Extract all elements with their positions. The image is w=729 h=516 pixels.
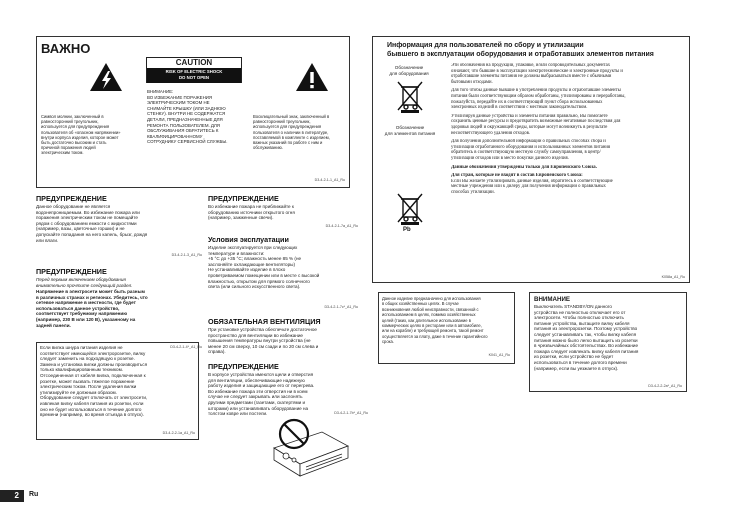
attention-text: Выключатель STANDBY/ON данного устройства не полностью отключает его от электросети. Чтобы полностью отключить питание устройства, вытащите вилку кабеля питания из электророзетки. Поэтому устройство следует устанавливать так, чтобы вилку кабеля питания можно было легко вытащить из розетки в чрезвычайных обстоятельствах. Во избежание пожара следует извлекать вилку кабеля питания из розетки, если устройство не будет использоваться в течение долгого времени (например, если вы уезжаете в отпуск). [534,304,639,371]
disposal-p4: Для получения дополнительной информации о правильных способах сбора и утилизации отработанного оборудования и использованных элементов питания обратитесь в соответствующую местную службу самоуправления, в центр/ утилизации отходов или в место покупки данного изделия. [451,139,611,161]
disposal-title: Информация для пользователей по сбору и утилизации бывшего в эксплуатации оборудования и отработавших элементов питания [387,42,654,58]
icon-label-equipment: Обозначение для оборудования [389,65,429,76]
mid-s3-text: При установке устройства обеспечьте достаточное пространство для вентиляции во избежание повышения температуры внутри устройства (не менее 20 см сверху, 10 см сзади и по 20 см слева и справа). [208,327,319,355]
caution-label [146,57,242,83]
household-use-box [378,292,515,364]
disposal-p3: Утилизируя данные устройства и элементы питания правильно, Вы помогаете сохранить ценные ресурсы и предотвратить возможные негативные последствия для здоровья людей и окружающей среды, которые могут возникнуть в результате несоответствующего удаления отходов. [451,113,621,136]
disposal-paragraphs [451,63,685,195]
lightning-description: Символ молнии, заключенный в равносторонний треугольник, используется для предупреждения пользователя об «опасном напряжении» внутри корпуса изделия, которое может быть достаточно высоким и стать причиной поражения людей электрическим током. [41,114,121,156]
lead-symbol: Pb [403,227,411,233]
icon-label-batteries: Обозначение для элементов питания [384,125,436,136]
disposal-p2: Для того чтобы данные бывшие в употреблении продукты и отработавшие элементы питания были соответствующим образом обработаны, утилизированы и переработаны, пожалуйста, передайте их в соответствующий пункт сбора использованных электронных изделий в соответствии с местным законодательством. [451,88,626,111]
standby-attention-box [529,292,687,392]
mid-s4-title: ПРЕДУПРЕЖДЕНИЕ [208,362,279,371]
exclamation-description: Восклицательный знак, заключенный в равносторонний треугольник, используется для предупреждения пользователя о наличии в литературе, поставляемой в комплекте с изделием, важных указаний по работе с ним и обслуживанию. [253,114,330,151]
warning-box [36,36,350,188]
disposal-p6: Если Вы желаете утилизировать данные изделия, обратитесь в соответствующие местные учреждения или к дилеру для получения информации о правильных способах утилизации. [451,178,613,195]
mid-s4-ref: D3-4-2-1-7b*_A1_Ru [334,411,368,415]
exclamation-triangle-icon [295,62,329,92]
attention-title: ВНИМАНИЕ [534,296,571,303]
disposal-p1: Эти обозначения на продукции, упаковке, и/или сопроводительных документах означают, что бывшие в эксплуатации электротехнические и электронные продукты и отработавшие элементы питания не должны выбрасываться вместе с обычными бытовыми отходами. [451,63,623,85]
attention-ref: D3-4-2-2-2a*_A1_Ru [648,384,682,388]
plug-warning-ref: D3-4-2-2-1a_A1_Ru [162,431,195,435]
left-s2-ref: D3-4-2-1-4*_A1_Ru [170,345,202,349]
left-s2-text: Напряжение в электросети может быть разным в различных странах и регионах. Убедитесь, что сетевое напряжение в местности, где будет использоваться данное устройство, соответствует требуемому напряжению (например, 230 В или 120 В), указанному на задней панели. [36,289,148,328]
disposal-p6-title: Для стран, которые не входят в состав Европейского Союза: [451,173,583,179]
left-s2-italic: Перед первым включением оборудования внимательно прочтите следующий раздел. [36,277,133,288]
disposal-info-box [372,36,690,283]
crossed-bin-icon [395,79,425,113]
mid-s1-title: ПРЕДУПРЕЖДЕНИЕ [208,194,279,203]
mid-s2-title: Условия эксплуатации [208,235,289,244]
warning-ref: D3-4-2-1-1_A1_Ru [314,178,345,182]
plug-warning-text: Если вилка шнура питания изделия не соответствует имеющейся электророзетке, вилку следует заменить на подходящую к розетке. Замена и установка вилки должны производиться только квалифицированным техником. Отсоединенная от кабеля вилка, подключенная к розетке, может вызвать тяжелое поражение электрическим током. После удаления вилки утилизируйте ее должным образом. Оборудование следует отключать от электросети, извлекая вилку кабеля питания из розетки, если оно не будет использоваться в течение долгого времени (например, во время отъезда в отпуск). [40,345,148,418]
mid-s2-text: Изделие эксплуатируется при следующих температуре и влажности: +5 °C до +35 °C; влажность менее 85 % (не заслоняйте охлаждающие вентиляторы) Не устанавливайте изделие в плохо проветриваемом помещении или в месте с высокой влажностью, открытом для прямого солнечного света (или сильного искусственного света). [208,245,320,290]
caution-description: ВНИМАНИЕ: ВО ИЗБЕЖАНИЕ ПОРАЖЕНИЯ ЭЛЕКТРИЧЕСКИМ ТОКОМ НЕ СНИМАЙТЕ КРЫШКУ (ИЛИ ЗАДНЮЮ СТЕНКУ). ВНУТРИ НЕ СОДЕРЖАТСЯ ДЕТАЛИ, ПРЕДНАЗНАЧЕННЫЕ ДЛЯ РЕМОНТА ПОЛЬЗОВАТЕЛЕМ. ДЛЯ ОБСЛУЖИВАНИЯ ОБРАТИТЕСЬ К КВАЛИФИЦИРОВАННОМУ СОТРУДНИКУ СЕРВИСНОЙ СЛУЖБЫ. [147,89,228,145]
caution-line2: DO NOT OPEN [178,75,210,80]
mid-s2-ref: D3-4-2-1-7c*_A1_Ru [324,305,358,309]
crossed-battery-bin-icon [395,191,425,225]
disposal-p5: Данные обозначения утверждены только для Европейского Союза. [451,164,597,170]
page-lang: Ru [29,491,39,498]
caution-title: CAUTION [175,58,213,67]
lightning-triangle-icon [89,62,123,92]
mid-s1-text: Во избежание пожара не приближайте к оборудованию источники открытого огня (например, зажженные свечи). [208,204,295,221]
page-number: 2 [14,491,19,500]
left-s1-ref: D3-4-2-1-3_A1_Ru [171,253,202,257]
left-s2-title: ПРЕДУПРЕЖДЕНИЕ [36,267,107,276]
mid-s3-title: ОБЯЗАТЕЛЬНАЯ ВЕНТИЛЯЦИЯ [208,317,321,326]
ventilation-illustration [262,418,352,480]
disposal-ref: K058a_A1_Ru [661,275,685,279]
caution-line1: RISK OF ELECTRIC SHOCK [165,69,223,74]
warning-title: ВАЖНО [41,41,91,56]
household-use-text: Данное изделие предназначено для использования в общих хозяйственных целях. В случае возникновения любой неисправности, связанной с использованием в целях, помимо хозяйственных целей (таких, как длительное использование в коммерческих целях в ресторане или в автомобиле, или на корабле) и требующей ремонта, такой ремонт осуществляется за плату, даже в течение гарантийного срока. [382,296,488,345]
page-number-tab [0,490,24,502]
plug-warning-box [36,342,199,440]
mid-s1-ref: D3-4-2-1-7a_A1_Ru [325,224,358,228]
household-use-ref: K041_A1_Ru [488,353,510,357]
caution-banner [147,68,241,83]
mid-s4-text: В корпусе устройства имеются щели и отверстия для вентиляции, обеспечивающие надежную работу изделия и защищающие его от перегрева. Во избежание пожара эти отверстия ни в коем случае не следует закрывать или заслонять другими предметами (газетами, скатертями и шторами) или устанавливать оборудование на толстом ковре или постели. [208,372,315,417]
left-s1-text: Данное оборудование не является водонепроницаемым. Во избежание пожара или поражения электрическим током не помещайте рядом с оборудованием емкости с жидкостями (например, вазы, цветочные горшки) и не допускайте попадания на него капель, брызг, дождя или влаги. [36,204,148,243]
left-s1-title: ПРЕДУПРЕЖДЕНИЕ [36,194,107,203]
